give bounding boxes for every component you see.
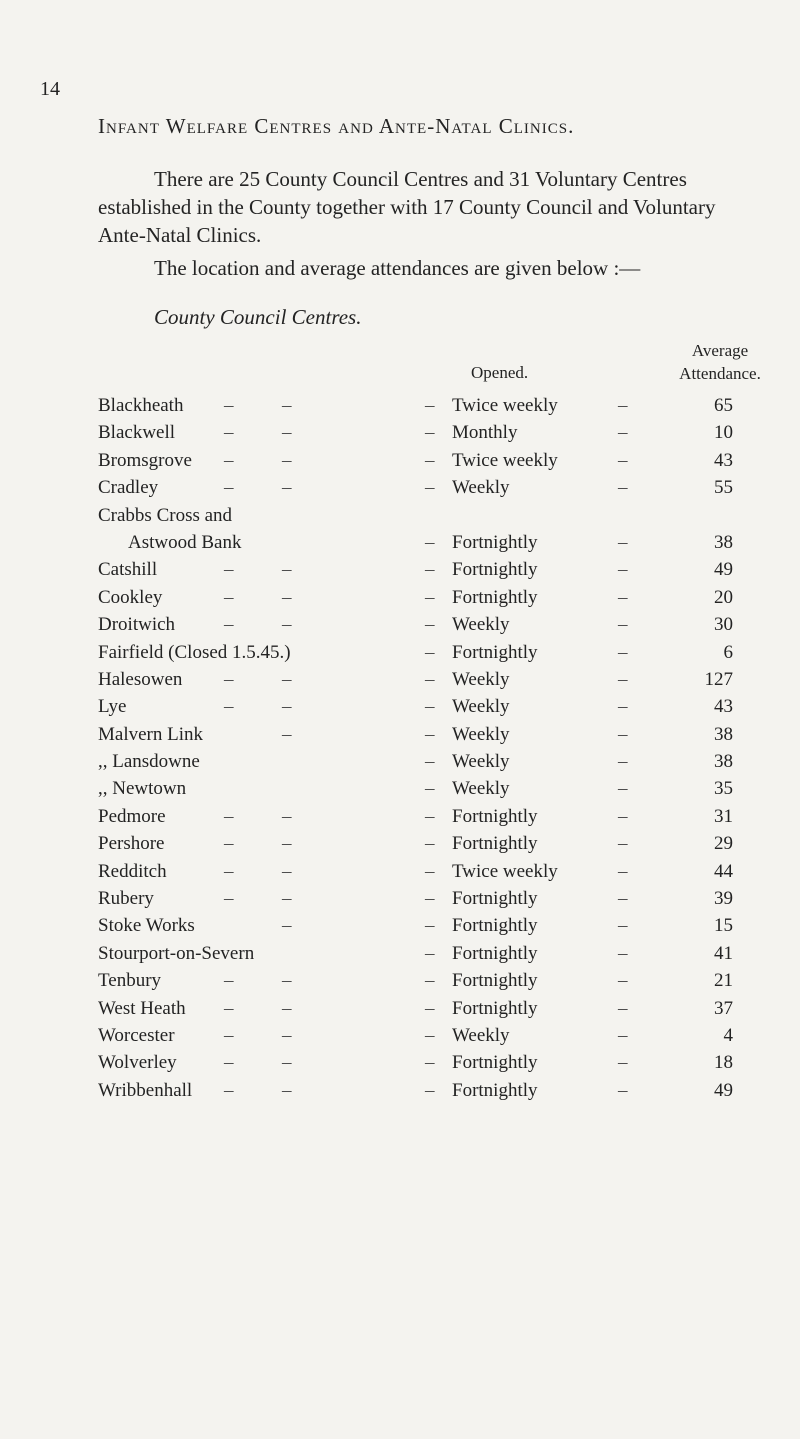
- leader-dash: –: [618, 751, 628, 773]
- opened-frequency: Weekly: [452, 1025, 510, 1046]
- leader-dash: –: [282, 833, 292, 855]
- table-row: [0, 1049, 800, 1076]
- leader-dash: –: [425, 805, 435, 827]
- centre-name: [98, 995, 186, 1022]
- leader-dash: –: [618, 778, 628, 800]
- opened-frequency: Fortnightly: [452, 586, 538, 608]
- leader-dash: –: [618, 970, 628, 992]
- leader-dash: –: [618, 641, 628, 663]
- centre-name-line: Tenbury: [98, 970, 162, 992]
- average-attendance: 39: [714, 888, 733, 910]
- leader-dash: –: [282, 723, 292, 745]
- table-row: [0, 474, 800, 501]
- table-row: [0, 666, 800, 693]
- leader-dash: –: [425, 586, 435, 608]
- table-row: [0, 912, 800, 939]
- leader-dash: –: [224, 668, 234, 690]
- leader-dash: –: [618, 477, 628, 499]
- leader-dash: –: [425, 723, 435, 745]
- centre-name: [98, 967, 161, 994]
- centre-name-line: Cookley: [98, 586, 163, 608]
- centre-name-line: Rubery: [98, 888, 154, 910]
- opened-frequency: Weekly: [452, 751, 510, 773]
- centre-name: [98, 611, 175, 638]
- leader-dash: –: [425, 778, 435, 800]
- centre-name-line: Redditch: [98, 860, 167, 882]
- leader-dash: –: [282, 586, 292, 608]
- leader-dash: –: [425, 1025, 435, 1046]
- centre-name: [98, 447, 192, 474]
- leader-dash: –: [618, 915, 628, 937]
- average-attendance: 49: [714, 1079, 733, 1101]
- leader-dash: –: [282, 559, 292, 581]
- centre-name: [98, 1077, 192, 1104]
- centre-name: [98, 666, 182, 693]
- leader-dash: –: [282, 1025, 292, 1046]
- centre-name: [98, 748, 200, 775]
- leader-dash: –: [618, 833, 628, 855]
- leader-dash: –: [425, 1079, 435, 1101]
- opened-frequency: Fortnightly: [452, 915, 538, 937]
- column-header-attendance-line2: Attendance.: [679, 364, 761, 383]
- leader-dash: –: [224, 1079, 234, 1101]
- leader-dash: –: [224, 614, 234, 636]
- centre-name-line: Droitwich: [98, 614, 176, 636]
- opened-frequency: Weekly: [452, 668, 510, 690]
- leader-dash: –: [425, 970, 435, 992]
- centre-name-line: Wolverley: [98, 1052, 177, 1074]
- leader-dash: –: [618, 1025, 628, 1046]
- leader-dash: –: [618, 1079, 628, 1101]
- leader-dash: –: [425, 1052, 435, 1074]
- table-row: [0, 611, 800, 638]
- leader-dash: –: [425, 641, 435, 663]
- centre-name-line: Bromsgrove: [98, 449, 192, 471]
- opened-frequency: Fortnightly: [452, 888, 538, 910]
- opened-frequency: Fortnightly: [452, 559, 538, 581]
- leader-dash: –: [618, 723, 628, 745]
- leader-dash: –: [618, 422, 628, 444]
- average-attendance: 41: [714, 942, 733, 964]
- opened-frequency: Fortnightly: [452, 805, 538, 827]
- centre-name: [98, 803, 166, 830]
- average-attendance: 6: [723, 641, 733, 663]
- average-attendance: 29: [714, 833, 733, 855]
- opened-frequency: Weekly: [452, 614, 510, 636]
- leader-dash: –: [282, 1052, 292, 1074]
- table-row: [0, 995, 800, 1022]
- average-attendance: 127: [704, 668, 733, 690]
- opened-frequency: Fortnightly: [452, 531, 538, 553]
- leader-dash: –: [282, 422, 292, 444]
- centre-name-line: Blackwell: [98, 422, 176, 444]
- leader-dash: –: [618, 586, 628, 608]
- opened-frequency: Monthly: [452, 422, 518, 444]
- leader-dash: –: [618, 395, 628, 416]
- average-attendance: 55: [714, 477, 733, 499]
- leader-dash: –: [224, 805, 234, 827]
- leader-dash: –: [282, 805, 292, 827]
- leader-dash: –: [618, 559, 628, 581]
- leader-dash: –: [425, 559, 435, 581]
- leader-dash: –: [618, 668, 628, 690]
- leader-dash: –: [224, 970, 234, 992]
- centre-name: [98, 502, 241, 557]
- leader-dash: –: [425, 477, 435, 499]
- leader-dash: –: [618, 805, 628, 827]
- leader-dash: –: [282, 614, 292, 636]
- leader-dash: –: [425, 449, 435, 471]
- average-attendance: 49: [714, 559, 733, 581]
- centre-name: [98, 1022, 175, 1049]
- opened-frequency: Weekly: [452, 723, 510, 745]
- table-row: [0, 803, 800, 830]
- table-row: [0, 858, 800, 885]
- opened-frequency: Twice weekly: [452, 395, 558, 416]
- centre-name-line: Cradley: [98, 477, 159, 499]
- column-header-opened: Opened.: [471, 363, 529, 382]
- leader-dash: –: [224, 1052, 234, 1074]
- table-row: [0, 639, 800, 666]
- table-row: [0, 556, 800, 583]
- leader-dash: –: [618, 942, 628, 964]
- centre-name: [98, 775, 186, 802]
- centre-name-line: Malvern Link: [98, 723, 204, 745]
- leader-dash: –: [618, 449, 628, 471]
- leader-dash: –: [282, 395, 292, 416]
- leader-dash: –: [425, 997, 435, 1019]
- leader-dash: –: [224, 888, 234, 910]
- centre-name-line: Wribbenhall: [98, 1079, 193, 1101]
- centre-name: [98, 858, 167, 885]
- centre-name-line: Catshill: [98, 559, 158, 581]
- leader-dash: –: [282, 860, 292, 882]
- average-attendance: 20: [714, 586, 733, 608]
- average-attendance: 18: [714, 1052, 733, 1074]
- leader-dash: –: [282, 997, 292, 1019]
- opened-frequency: Fortnightly: [452, 641, 538, 663]
- average-attendance: 31: [714, 805, 733, 827]
- average-attendance: 44: [714, 860, 733, 882]
- opened-frequency: Twice weekly: [452, 449, 558, 471]
- leader-dash: –: [425, 915, 435, 937]
- opened-frequency: Twice weekly: [452, 860, 558, 882]
- intro-paragraph: There are 25 County Council Centres and 31 Voluntary Centres established in the County together with 17 County Council and Voluntary Ante-Natal Clinics.: [98, 167, 716, 247]
- leader-dash: –: [425, 888, 435, 910]
- centre-name: [98, 885, 154, 912]
- leader-dash: –: [224, 586, 234, 608]
- leader-dash: –: [224, 997, 234, 1019]
- average-attendance: 43: [714, 449, 733, 471]
- leader-dash: –: [618, 888, 628, 910]
- table-row: [0, 1022, 800, 1049]
- leader-dash: –: [224, 422, 234, 444]
- leader-dash: –: [282, 696, 292, 718]
- leader-dash: –: [425, 751, 435, 773]
- centre-name: [98, 940, 254, 967]
- opened-frequency: Fortnightly: [452, 997, 538, 1019]
- average-attendance: 43: [714, 696, 733, 718]
- table-row: [0, 885, 800, 912]
- leader-dash: –: [282, 888, 292, 910]
- leader-dash: –: [425, 531, 435, 553]
- leader-dash: –: [282, 477, 292, 499]
- leader-dash: –: [425, 833, 435, 855]
- average-attendance: 65: [714, 395, 733, 416]
- centre-name-line: Crabbs Cross and: [98, 504, 233, 526]
- table-subheading: County Council Centres.: [154, 305, 362, 329]
- opened-frequency: Fortnightly: [452, 1079, 538, 1101]
- table-row: [0, 392, 800, 419]
- leader-dash: –: [282, 668, 292, 690]
- leader-dash: –: [224, 477, 234, 499]
- table-row: [0, 1077, 800, 1104]
- leader-dash: –: [425, 668, 435, 690]
- average-attendance: 30: [714, 614, 733, 636]
- centre-name-line: Worcester: [98, 1025, 175, 1046]
- table-row: [0, 940, 800, 967]
- centre-name-line: Pershore: [98, 833, 165, 855]
- table-row: [0, 721, 800, 748]
- leader-dash: –: [425, 942, 435, 964]
- centre-name-line-2: Astwood Bank: [128, 531, 242, 553]
- table-row: [0, 419, 800, 446]
- average-attendance: 15: [714, 915, 733, 937]
- centres-table: [0, 392, 800, 1104]
- table-row: [0, 693, 800, 720]
- leader-dash: –: [224, 696, 234, 718]
- average-attendance: 37: [714, 997, 733, 1019]
- centre-name-line: Halesowen: [98, 668, 183, 690]
- centre-name: [98, 639, 291, 666]
- centre-name-line: Stourport-on-Severn: [98, 942, 255, 964]
- leader-dash: –: [425, 614, 435, 636]
- column-header-attendance-line1: Average: [691, 341, 749, 360]
- average-attendance: 38: [714, 751, 733, 773]
- average-attendance: 4: [723, 1025, 733, 1046]
- average-attendance: 35: [714, 778, 733, 800]
- leader-dash: –: [282, 970, 292, 992]
- centre-name: [98, 556, 157, 583]
- page-number: 14: [40, 78, 60, 100]
- centre-name: [98, 419, 175, 446]
- centre-name: [98, 830, 164, 857]
- leader-dash: –: [618, 531, 628, 553]
- leader-dash: –: [282, 915, 292, 937]
- leader-dash: –: [425, 395, 435, 416]
- leader-dash: –: [618, 1052, 628, 1074]
- centre-name-line: Blackheath: [98, 395, 184, 416]
- centre-name: [98, 1049, 177, 1076]
- table-row: [0, 584, 800, 611]
- opened-frequency: Fortnightly: [452, 942, 538, 964]
- centre-name: [98, 721, 203, 748]
- leader-dash: –: [224, 1025, 234, 1046]
- centre-name-line: Fairfield (Closed 1.5.45.): [98, 641, 291, 663]
- section-heading: Infant Welfare Centres and Ante-Natal Clinics.: [98, 114, 575, 138]
- intro-paragraph-2: The location and average attendances are given below :—: [154, 256, 641, 280]
- centre-name: [98, 584, 162, 611]
- table-row: [0, 775, 800, 802]
- table-row: [0, 447, 800, 474]
- centre-name: [98, 392, 183, 419]
- centre-name-line: Stoke Works: [98, 915, 195, 937]
- centre-name-line: ,, Lansdowne: [98, 751, 200, 773]
- leader-dash: –: [425, 422, 435, 444]
- opened-frequency: Fortnightly: [452, 970, 538, 992]
- opened-frequency: Fortnightly: [452, 1052, 538, 1074]
- average-attendance: 38: [714, 723, 733, 745]
- opened-frequency: Weekly: [452, 477, 510, 499]
- opened-frequency: Weekly: [452, 778, 510, 800]
- average-attendance: 10: [714, 422, 733, 444]
- leader-dash: –: [618, 860, 628, 882]
- centre-name: [98, 912, 195, 939]
- leader-dash: –: [618, 614, 628, 636]
- leader-dash: –: [224, 559, 234, 581]
- column-header-attendance: [660, 339, 780, 385]
- centre-name-line: Pedmore: [98, 805, 166, 827]
- leader-dash: –: [618, 997, 628, 1019]
- leader-dash: –: [224, 395, 234, 416]
- table-row: [0, 748, 800, 775]
- table-row: [0, 967, 800, 994]
- average-attendance: 21: [714, 970, 733, 992]
- opened-frequency: Weekly: [452, 696, 510, 718]
- leader-dash: –: [224, 833, 234, 855]
- table-row: [0, 830, 800, 857]
- centre-name-line: ,, Newtown: [98, 778, 187, 800]
- leader-dash: –: [425, 696, 435, 718]
- centre-name: [98, 693, 127, 720]
- leader-dash: –: [224, 860, 234, 882]
- leader-dash: –: [425, 860, 435, 882]
- opened-frequency: Fortnightly: [452, 833, 538, 855]
- leader-dash: –: [282, 1079, 292, 1101]
- centre-name-line: Lye: [98, 696, 127, 718]
- average-attendance: 38: [714, 531, 733, 553]
- centre-name: [98, 474, 158, 501]
- leader-dash: –: [224, 449, 234, 471]
- centre-name-line: West Heath: [98, 997, 186, 1019]
- leader-dash: –: [618, 696, 628, 718]
- table-row: [0, 502, 800, 557]
- leader-dash: –: [282, 449, 292, 471]
